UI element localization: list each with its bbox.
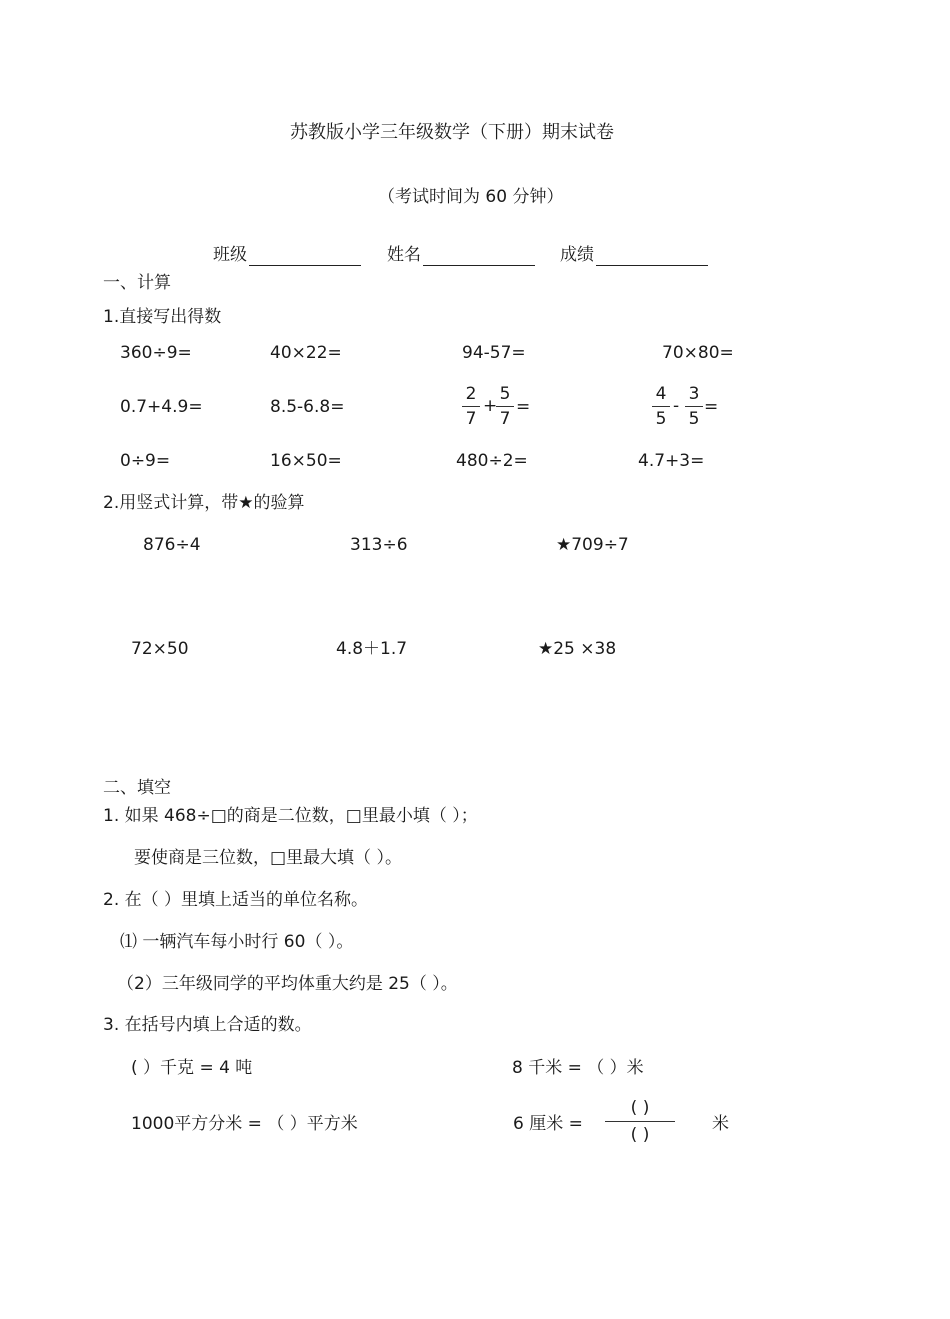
calc-item: 94-57= [462, 343, 526, 363]
class-label: 班级 [213, 245, 247, 265]
fill-q1-line1: 1. 如果 468÷□的商是二位数，□里最小填（ ）； [103, 806, 478, 826]
vertical-calc-item: 876÷4 [143, 535, 201, 555]
name-blank [423, 247, 535, 266]
fill-q3-d-left: 6 厘米 = [513, 1114, 583, 1134]
class-blank [249, 247, 361, 266]
fraction-bar [496, 406, 514, 407]
fraction-bar [605, 1121, 675, 1122]
fill-q2-a: ⑴ 一辆汽车每小时行 60（ ）。 [120, 932, 354, 952]
section1-heading: 一、计算 [103, 273, 171, 293]
fraction [652, 384, 670, 429]
minus-sign: - [673, 396, 680, 416]
denominator: 7 [499, 409, 511, 429]
plus-sign: + [483, 396, 498, 416]
fill-q3-c: 1000平方分米 = （ ）平方米 [131, 1114, 358, 1134]
equals-sign: = [516, 397, 531, 417]
name-label: 姓名 [387, 245, 421, 265]
calc-item: 0÷9= [120, 451, 171, 471]
fill-q2-label: 2. 在（ ）里填上适当的单位名称。 [103, 890, 369, 910]
calc-item: 16×50= [270, 451, 342, 471]
denominator: 7 [465, 409, 477, 429]
fill-q3-d-unit: 米 [712, 1114, 729, 1134]
exam-title: 苏教版小学三年级数学（下册）期末试卷 [290, 122, 614, 143]
calc-item: 360÷9= [120, 343, 192, 363]
vertical-calc-item: 72×50 [131, 639, 189, 659]
calc-item: 70×80= [662, 343, 734, 363]
name-field [387, 244, 535, 266]
score-field [560, 244, 708, 266]
fraction-bar [462, 406, 480, 407]
denominator: 5 [688, 409, 700, 429]
calc-item: 8.5-6.8= [270, 397, 345, 417]
vertical-calc-item: ★25 ×38 [538, 639, 617, 659]
fill-q3-label: 3. 在括号内填上合适的数。 [103, 1015, 312, 1035]
fill-q1-line2: 要使商是三位数，□里最大填（ ）。 [134, 848, 402, 868]
fill-q2-b: （2）三年级同学的平均体重大约是 25（ ）。 [117, 974, 458, 994]
fraction-bar [685, 406, 703, 407]
numerator: 3 [688, 384, 700, 404]
score-blank [596, 247, 708, 266]
denominator: 5 [655, 409, 667, 429]
vertical-calc-item: ★709÷7 [556, 535, 629, 555]
numerator: 4 [655, 384, 667, 404]
blank-denominator: ( ) [630, 1125, 650, 1145]
fraction-bar [652, 406, 670, 407]
q1-label: 1.直接写出得数 [103, 307, 222, 327]
blank-fraction [605, 1098, 675, 1145]
vertical-calc-item: 4.8＋1.7 [336, 639, 408, 659]
calc-item: 4.7+3= [638, 451, 705, 471]
class-field [213, 244, 361, 266]
fraction [685, 384, 703, 429]
score-label: 成绩 [560, 245, 594, 265]
calc-item: 0.7+4.9= [120, 397, 203, 417]
calc-item: 40×22= [270, 343, 342, 363]
numerator: 5 [499, 384, 511, 404]
vertical-calc-item: 313÷6 [350, 535, 408, 555]
q2-label: 2.用竖式计算，带★的验算 [103, 493, 305, 513]
equals-sign: = [704, 397, 719, 417]
numerator: 2 [465, 384, 477, 404]
calc-item: 480÷2= [456, 451, 528, 471]
blank-numerator: ( ) [630, 1098, 650, 1118]
section2-heading: 二、填空 [103, 778, 171, 798]
fraction [462, 384, 480, 429]
fraction [496, 384, 514, 429]
fill-q3-b: 8 千米 = （ ）米 [512, 1058, 644, 1078]
fill-q3-a: ( ）千克 = 4 吨 [131, 1058, 253, 1078]
exam-subtitle: （考试时间为 60 分钟） [378, 187, 564, 207]
